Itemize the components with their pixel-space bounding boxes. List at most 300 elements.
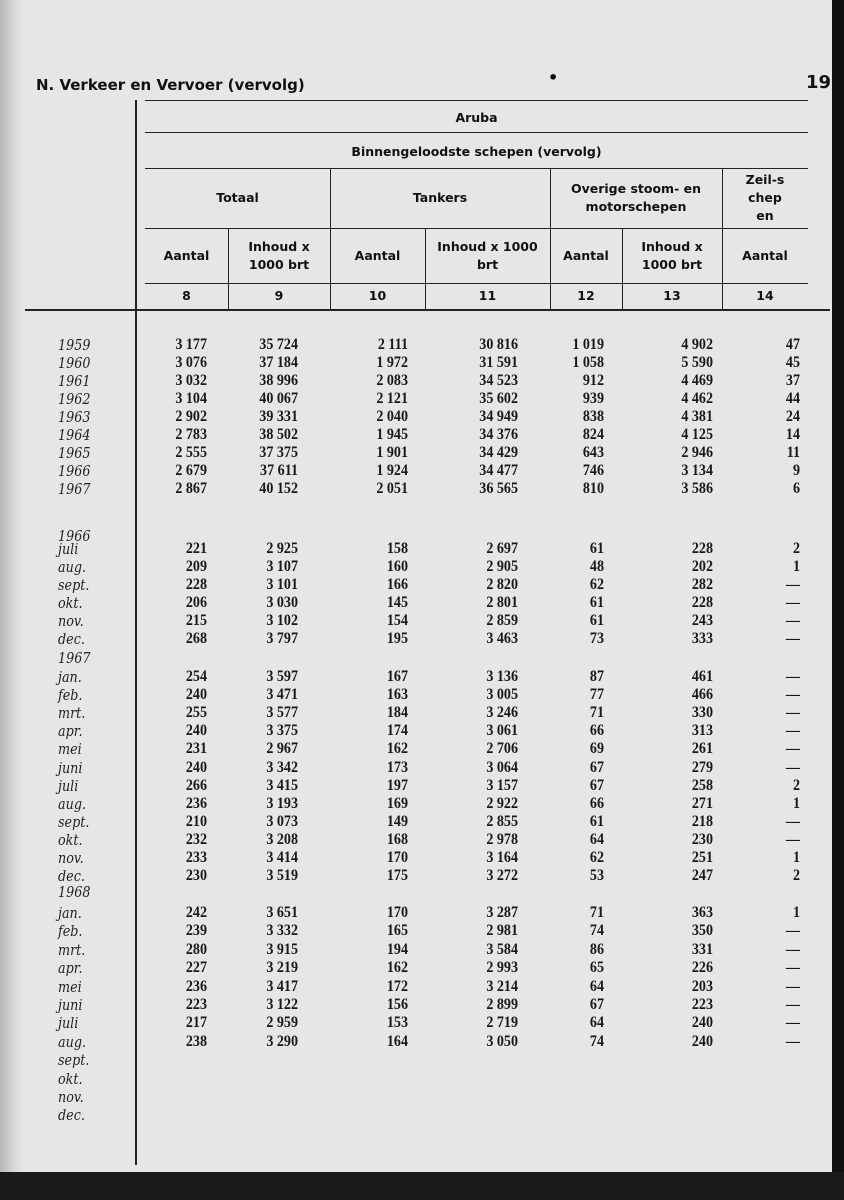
column-number: 10 [368,287,387,303]
table-cell: 271 [691,794,713,812]
row-label: sept. [58,812,90,831]
table-cell: 87 [589,668,604,685]
table-cell: 2 783 [175,426,207,443]
table-cell: 266 [185,776,207,794]
table-cell: 2 859 [486,612,518,629]
row-label: 1964 [58,426,91,444]
table-cell: 2 867 [175,480,207,497]
table-cell: 4 381 [681,408,713,425]
table-cell: 3 287 [486,904,518,921]
column-subheader: Aantal [742,247,788,263]
table-cell: 3 107 [266,558,298,575]
row-label: dec. [58,630,85,648]
table-cell: 939 [582,390,604,407]
table-cell: 11 [786,444,800,461]
table-cell: 36 565 [479,480,518,497]
row-label: okt. [58,1069,83,1088]
table-cell: 3 651 [266,904,298,921]
table-cell: 2 [792,540,800,557]
table-cell: 3 584 [486,940,518,958]
table-cell: 173 [386,758,408,776]
column-number: 8 [182,287,191,303]
group-totaal: Totaal [216,189,259,205]
table-cell: — [785,922,800,940]
table-cell: — [785,758,800,776]
row-label: okt. [58,830,83,849]
table-cell: 163 [386,686,408,704]
table-cell: 162 [386,740,408,758]
table-cell: 218 [691,812,713,830]
table-cell: 215 [185,612,207,629]
table-cell: 2 051 [376,480,408,497]
row-label: 1967 [58,480,91,498]
table-cell: 333 [691,630,713,647]
table-cell: 61 [589,540,604,557]
table-cell: 44 [785,390,800,407]
page-edge [0,1172,844,1200]
table-cell: 24 [785,408,800,425]
table-cell: 9 [792,462,800,479]
table-cell: 162 [386,959,408,977]
table-cell: 268 [185,630,207,647]
row-label: nov. [58,612,84,630]
table-cell: 3 134 [681,462,713,479]
table-cell: 461 [691,668,713,685]
row-label: jan. [58,668,82,686]
row-label: mrt. [58,940,86,959]
table-cell: 254 [185,668,207,685]
table-cell: 62 [589,849,604,866]
table-cell: 40 152 [259,480,298,497]
table-cell: — [785,977,800,995]
table-cell: 240 [691,1032,713,1050]
table-cell: 71 [589,904,604,921]
table-cell: 53 [589,867,604,885]
table-cell: 35 602 [479,390,518,407]
table-cell: — [785,722,800,740]
table-cell: — [785,830,800,848]
table-cell: 255 [185,704,207,722]
column-subheader: Aantal [563,247,609,263]
table-cell: — [785,959,800,977]
table-cell: 3 030 [266,594,298,611]
table-cell: 2 981 [486,922,518,940]
table-cell: 67 [589,758,604,776]
row-label: juni [58,758,83,777]
rule [145,100,808,101]
table-cell: 37 [785,372,800,389]
table-cell: 258 [691,776,713,794]
table-cell: 2 [792,867,800,885]
table-cell: 3 471 [266,686,298,704]
table-cell: 61 [589,812,604,830]
table-cell: 34 376 [479,426,518,443]
table-cell: 2 801 [486,594,518,611]
table-cell: 67 [589,996,604,1013]
table-cell: 1 972 [376,354,408,371]
table-cell: 38 502 [259,426,298,443]
row-label: apr. [58,959,83,978]
table-cell: 3 342 [266,758,298,776]
row-label: 1962 [58,390,91,408]
table-cell: 3 414 [266,849,298,866]
rule [145,283,808,284]
table-cell: 2 993 [486,959,518,977]
column-number: 12 [577,287,595,303]
table-cell: 35 724 [259,336,298,353]
table-cell: 251 [691,849,713,866]
table-cell: 3 246 [486,704,518,722]
table-cell: 1 901 [376,444,408,461]
table-cell: — [785,686,800,704]
table-cell: 48 [589,558,604,575]
table-cell: — [785,594,800,611]
table-cell: 172 [386,977,408,995]
table-cell: 160 [386,558,408,575]
row-label: 1960 [58,354,91,372]
table-cell: 37 375 [259,444,298,461]
table-cell: 168 [386,830,408,848]
table-cell: 3 332 [266,922,298,940]
table-cell: 2 111 [377,336,408,353]
table-cell: 242 [185,904,207,921]
table-cell: 4 469 [681,372,713,389]
row-label: 1965 [58,444,91,462]
table-cell: 174 [386,722,408,740]
table-cell: 280 [185,940,207,958]
table-cell: 206 [185,594,207,611]
table-cell: 61 [589,612,604,629]
table-cell: — [785,812,800,830]
table-cell: 3 104 [175,390,207,407]
table-subtitle: Binnengeloodste schepen (vervolg) [351,143,602,159]
row-label: juli [58,540,79,558]
table-cell: 3 272 [486,867,518,885]
table-cell: 232 [185,830,207,848]
table-cell: 1 019 [572,336,604,353]
row-label: mei [58,977,82,996]
table-cell: 5 590 [681,354,713,371]
table-cell: 64 [589,1014,604,1032]
table-cell: 3 797 [266,630,298,647]
row-label: aug. [58,794,87,813]
table-cell: 3 102 [266,612,298,629]
table-cell: 3 415 [266,776,298,794]
table-cell: 240 [185,686,207,704]
group-overige: Overige stoom- en motorschepen [570,180,701,214]
row-label: sept. [58,576,90,594]
table-cell: 37 611 [260,462,298,479]
table-cell: 2 978 [486,830,518,848]
table-cell: 47 [785,336,800,353]
table-cell: — [785,576,800,593]
table-cell: 170 [386,904,408,921]
table-cell: 2 121 [376,390,408,407]
row-label: mei [58,740,82,759]
table-cell: 3 164 [486,849,518,866]
table-cell: 2 959 [266,1014,298,1032]
page-mark: • [548,68,559,87]
table-cell: 2 083 [376,372,408,389]
table-cell: 1 [792,849,800,866]
table-cell: 4 125 [681,426,713,443]
table-cell: 3 214 [486,977,518,995]
table-cell: — [785,996,800,1013]
table-cell: 4 462 [681,390,713,407]
row-label: apr. [58,722,83,741]
table-cell: 2 902 [175,408,207,425]
table-cell: 1 [792,794,800,812]
region-heading: Aruba [455,109,498,125]
row-label: mrt. [58,704,86,723]
column-subheader: Inhoud x 1000 brt [641,238,703,272]
table-cell: 165 [386,922,408,940]
column-subheader: Inhoud x 1000 brt [248,238,310,272]
table-cell: 154 [386,612,408,629]
table-cell: 4 902 [681,336,713,353]
table-cell: 838 [582,408,604,425]
table-cell: 3 076 [175,354,207,371]
table-cell: 66 [589,794,604,812]
table-cell: 2 820 [486,576,518,593]
table-cell: — [785,630,800,647]
row-label: dec. [58,867,85,886]
table-cell: 66 [589,722,604,740]
table-cell: 3 005 [486,686,518,704]
table-cell: 233 [185,849,207,866]
table-cell: 221 [185,540,207,557]
column-number: 9 [274,287,284,303]
table-cell: 223 [691,996,713,1013]
table-cell: 203 [691,977,713,995]
table-cell: 240 [185,722,207,740]
table-cell: 3 032 [175,372,207,389]
table-cell: 6 [792,480,800,497]
table-cell: 164 [386,1032,408,1050]
table-cell: 209 [185,558,207,575]
binder-edge [0,0,22,1172]
table-cell: 236 [185,794,207,812]
page-title: N. Verkeer en Vervoer (vervolg) [36,76,305,94]
table-cell: 3 290 [266,1032,298,1050]
table-cell: 282 [691,576,713,593]
table-cell: 3 157 [486,776,518,794]
table-cell: 279 [691,758,713,776]
table-cell: 3 193 [266,794,298,812]
column-number: 11 [478,287,497,303]
table-cell: 74 [589,1032,604,1050]
table-cell: 40 067 [259,390,298,407]
table-cell: 153 [386,1014,408,1032]
table-cell: 228 [185,576,207,593]
row-label: 1959 [58,336,91,354]
table-cell: 3 519 [266,867,298,885]
table-cell: 3 219 [266,959,298,977]
row-label: jan. [58,904,82,922]
table-cell: 228 [691,540,713,557]
row-label: juli [58,1014,79,1033]
thick-rule [25,309,830,311]
rule [145,132,808,133]
table-cell: 149 [386,812,408,830]
table-cell: 3 597 [266,668,298,685]
table-cell: 261 [691,740,713,758]
table-cell: 3 417 [266,977,298,995]
table-cell: 202 [691,558,713,575]
row-label: sept. [58,1051,90,1070]
table-cell: 197 [386,776,408,794]
row-label: feb. [58,686,83,705]
table-cell: 67 [589,776,604,794]
table-cell: 810 [582,480,604,497]
page-number: 19 [806,72,832,93]
table-cell: 231 [185,740,207,758]
row-label: aug. [58,1032,87,1051]
table-cell: 3 101 [266,576,298,593]
table-cell: 2 697 [486,540,518,557]
table-cell: 3 577 [266,704,298,722]
table-cell: 64 [589,830,604,848]
table-cell: 74 [589,922,604,940]
table-cell: 34 477 [479,462,518,479]
table-cell: 363 [691,904,713,921]
table-cell: 62 [589,576,604,593]
table-cell: 166 [386,576,408,593]
table-cell: 330 [691,704,713,722]
page-edge [832,0,844,1200]
table-cell: 169 [386,794,408,812]
table-cell: 38 996 [259,372,298,389]
table-cell: 2 555 [175,444,207,461]
table-cell: 247 [691,867,713,885]
column-subheader: Aantal [163,247,210,263]
table-cell: 3 136 [486,668,518,685]
table-cell: — [785,940,800,958]
table-cell: 3 050 [486,1032,518,1050]
table-cell: 2 040 [376,408,408,425]
table-cell: 240 [691,1014,713,1032]
table-cell: 73 [589,630,604,647]
column-number: 14 [756,287,774,303]
table-cell: 466 [691,686,713,704]
row-label: 1967 [58,649,91,667]
table-cell: 643 [582,444,604,461]
table-cell: 3 122 [266,996,298,1013]
table-cell: 2 946 [681,444,713,461]
table-cell: 228 [691,594,713,611]
table-cell: 184 [386,704,408,722]
row-label: 1968 [58,883,91,901]
table-cell: 2 899 [486,996,518,1013]
table-cell: 61 [589,594,604,611]
table-cell: 2 925 [266,540,298,557]
table-cell: 34 429 [479,444,518,461]
rule [145,228,808,229]
table-cell: 3 177 [175,336,207,353]
table-cell: 243 [691,612,713,629]
table-cell: 1 945 [376,426,408,443]
table-cell: 1 [792,558,800,575]
table-cell: 1 924 [376,462,408,479]
table-cell: 3 463 [486,630,518,647]
table-cell: 3 061 [486,722,518,740]
table-cell: 195 [386,630,408,647]
row-label: 1966 [58,527,91,545]
table-cell: 226 [691,959,713,977]
row-label: dec. [58,1106,85,1125]
row-label: okt. [58,594,83,612]
table-cell: 331 [691,940,713,958]
table-cell: 230 [691,830,713,848]
table-cell: 45 [785,354,800,371]
table-cell: 1 058 [572,354,604,371]
column-subheader: Inhoud x 1000 brt [437,238,538,272]
table-cell: 350 [691,922,713,940]
table-cell: 746 [582,462,604,479]
row-label: juni [58,996,83,1014]
table-cell: 824 [582,426,604,443]
table-cell: 158 [386,540,408,557]
table-cell: 156 [386,996,408,1013]
row-label: 1963 [58,408,91,426]
table-cell: 145 [386,594,408,611]
table-cell: 238 [185,1032,207,1050]
table-cell: — [785,704,800,722]
table-cell: 34 949 [479,408,518,425]
table-cell: 14 [785,426,800,443]
row-label: juli [58,776,79,795]
table-cell: 71 [589,704,604,722]
table-cell: — [785,668,800,685]
table-cell: 2 922 [486,794,518,812]
table-cell: 37 184 [259,354,298,371]
table-cell: 217 [185,1014,207,1032]
row-label: nov. [58,1088,84,1106]
table-cell: 167 [386,668,408,685]
group-zeilschepen: Zeil-schepen [745,171,785,224]
table-cell: 69 [589,740,604,758]
table-cell: 2 719 [486,1014,518,1032]
row-label: feb. [58,922,83,941]
table-cell: 2 [792,776,800,794]
table-cell: 230 [185,867,207,885]
table-cell: 912 [582,372,604,389]
table-cell: 239 [185,922,207,940]
table-cell: 31 591 [479,354,518,371]
column-number: 13 [663,287,681,303]
table-cell: 39 331 [259,408,298,425]
row-label: nov. [58,849,84,867]
table-cell: 3 073 [266,812,298,830]
table-cell: 170 [386,849,408,866]
table-cell: 240 [185,758,207,776]
table-cell: 34 523 [479,372,518,389]
row-label: aug. [58,558,87,576]
table-cell: — [785,1032,800,1050]
table-cell: 2 855 [486,812,518,830]
table-cell: 1 [792,904,800,921]
table-cell: 2 905 [486,558,518,575]
row-label: 1966 [58,462,91,480]
table-cell: 227 [185,959,207,977]
table-cell: 223 [185,996,207,1013]
table-cell: 3 208 [266,830,298,848]
table-cell: 65 [589,959,604,977]
table-cell: 86 [589,940,604,958]
table-cell: 2 679 [175,462,207,479]
table-cell: 3 915 [266,940,298,958]
table-cell: — [785,612,800,629]
